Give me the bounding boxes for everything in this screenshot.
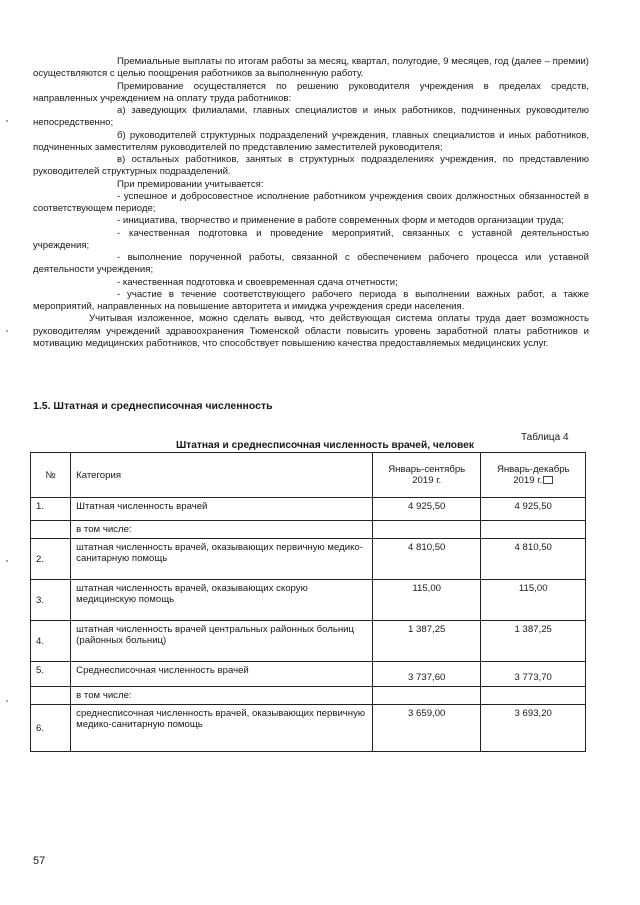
paragraph: - инициатива, творчество и применение в работе современных форм и методов организации труда;	[117, 215, 564, 227]
margin-dot	[6, 700, 8, 702]
cell-value: 4 810,50	[372, 539, 481, 580]
table-row	[31, 662, 586, 687]
cell-num: 1.	[31, 498, 71, 521]
envelope-icon	[543, 476, 553, 484]
cell-num: 6.	[31, 705, 71, 752]
cell-value	[372, 687, 481, 705]
cell-num: 3.	[31, 580, 71, 621]
table-row	[31, 521, 586, 539]
section-title: 1.5. Штатная и среднесписочная численность	[33, 400, 273, 412]
cell-num: 2.	[31, 539, 71, 580]
table-label: Таблица 4	[521, 432, 569, 443]
cell-num: 5.	[31, 662, 71, 687]
header-num: №	[31, 453, 71, 498]
paragraph: б) руководителей структурных подразделений учреждения, главных специалистов и иных работников, подчиненных заместителям руководителей по представлению заместителей руководителя;	[33, 129, 589, 153]
paragraph: - качественная подготовка и проведение мероприятий, связанных с уставной деятельностью учреждения;	[33, 227, 589, 251]
cell-num	[31, 687, 71, 705]
margin-dot	[6, 120, 8, 122]
header-period2	[481, 453, 586, 498]
cell-category: штатная численность врачей центральных районных больниц (районных больниц)	[71, 621, 373, 662]
cell-value: 115,00	[372, 580, 481, 621]
table-row	[31, 705, 586, 752]
table-row	[31, 498, 586, 521]
cell-category: Штатная численность врачей	[71, 498, 373, 521]
cell-category: в том числе:	[71, 521, 373, 539]
cell-category: в том числе:	[71, 687, 373, 705]
paragraph: - участие в течение соответствующего рабочего периода в выполнении важных работ, а также мероприятий, направленных на повышение авторитета и имиджа учреждения среди населения.	[33, 288, 589, 312]
header-category: Категория	[71, 453, 373, 498]
paragraph: - успешное и добросовестное исполнение работником учреждения своих должностных обязанностей в соответствующем периоде;	[33, 190, 589, 214]
table-caption: Штатная и среднесписочная численность врачей, человек	[176, 440, 474, 451]
cell-value: 3 659,00	[372, 705, 481, 752]
cell-category: среднесписочная численность врачей, оказывающих первичную медико-санитарную помощь	[71, 705, 373, 752]
paragraph: - выполнение порученной работы, связанной с обеспечением рабочего процесса или уставной деятельности учреждения;	[33, 252, 589, 276]
table-row	[31, 539, 586, 580]
cell-category: Среднесписочная численность врачей	[71, 662, 373, 687]
cell-value: 3 693,20	[481, 705, 586, 752]
paragraph: Премиальные выплаты по итогам работы за месяц, квартал, полугодие, 9 месяцев, год (далее – премии) осуществляются с целью поощрения работников за выполненную работу.	[33, 56, 589, 80]
body-text	[33, 56, 589, 350]
cell-value: 1 387,25	[372, 621, 481, 662]
cell-num	[31, 521, 71, 539]
cell-category: штатная численность врачей, оказывающих скорую медицинскую помощь	[71, 580, 373, 621]
cell-num: 4.	[31, 621, 71, 662]
paragraph: Премирование осуществляется по решению руководителя учреждения в пределах средств, направленных учреждением на оплату труда работников:	[33, 80, 589, 104]
cell-value: 1 387,25	[481, 621, 586, 662]
cell-value	[481, 521, 586, 539]
cell-value	[372, 521, 481, 539]
table-row	[31, 580, 586, 621]
cell-category: штатная численность врачей, оказывающих первичную медико-санитарную помощь	[71, 539, 373, 580]
cell-value: 4 925,50	[481, 498, 586, 521]
cell-value: 4 810,50	[481, 539, 586, 580]
margin-dot	[6, 330, 8, 332]
paragraph: в) остальных работников, занятых в структурных подразделениях учреждения, по представлению руководителей структурных подразделений.	[33, 154, 589, 178]
cell-value: 4 925,50	[372, 498, 481, 521]
paragraph: - качественная подготовка и своевременная сдача отчетности;	[117, 276, 398, 288]
header-period2-label: Январь-декабрь 2019 г.	[496, 464, 570, 486]
page-number: 57	[33, 855, 46, 867]
cell-value: 115,00	[481, 580, 586, 621]
data-table	[30, 452, 586, 752]
margin-dot	[6, 560, 8, 562]
paragraph: При премировании учитывается:	[117, 178, 264, 190]
table-row	[31, 621, 586, 662]
paragraph: а) заведующих филиалами, главных специалистов и иных работников, подчиненных руководителю непосредственно;	[33, 105, 589, 129]
cell-value: 3 773,70	[481, 662, 586, 687]
cell-value: 3 737,60	[372, 662, 481, 687]
table-row	[31, 687, 586, 705]
table-header-row	[31, 453, 586, 498]
paragraph: Учитывая изложенное, можно сделать вывод, что действующая система оплаты труда дает возможность руководителям учреждений здравоохранения Тюменской области повысить уровень заработной платы работников и мотивацию медицинских работников, что способствует повышению качества предоставляемых медицинских услуг.	[33, 313, 589, 349]
header-period1: Январь-сентябрь 2019 г.	[372, 453, 481, 498]
cell-value	[481, 687, 586, 705]
